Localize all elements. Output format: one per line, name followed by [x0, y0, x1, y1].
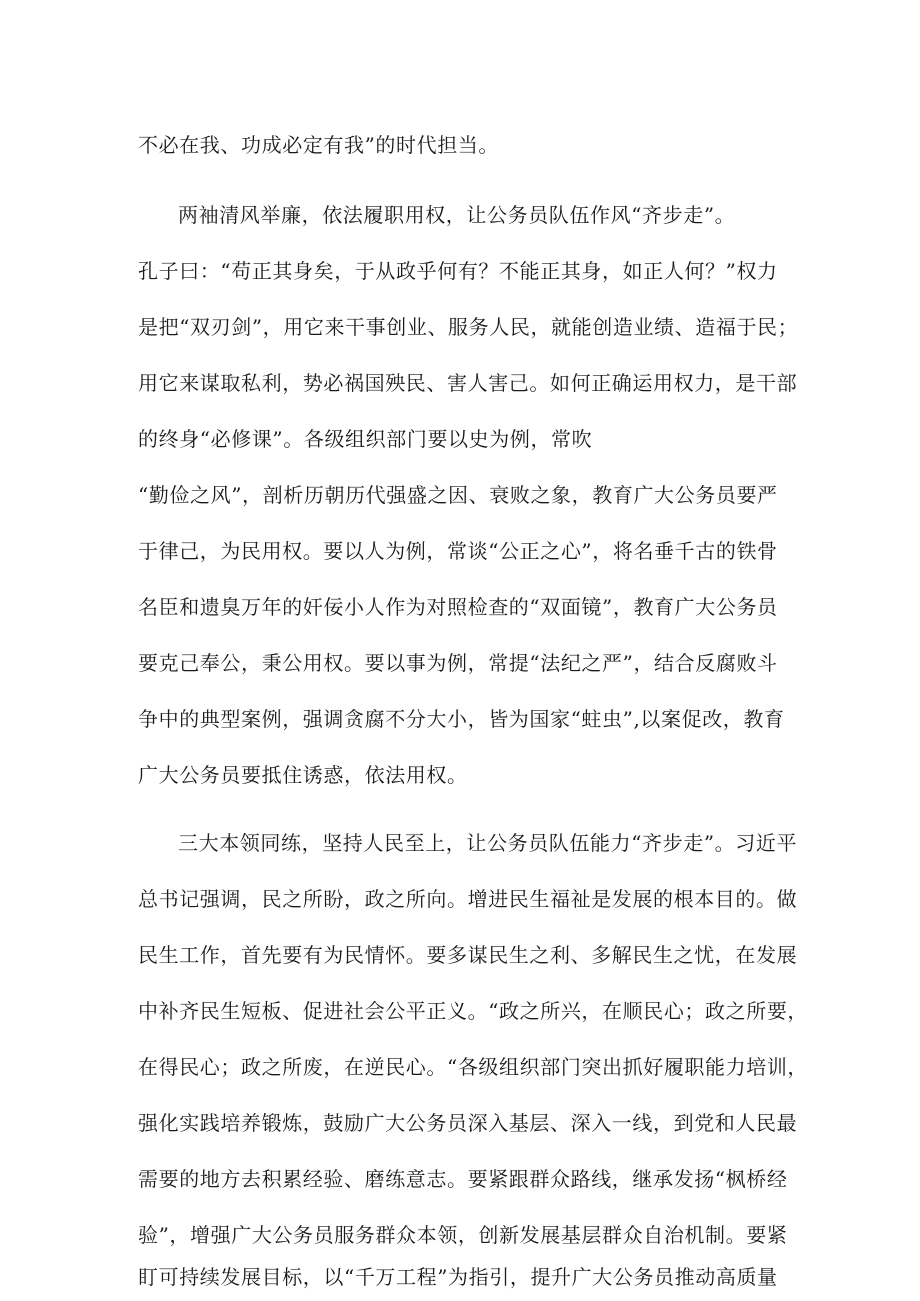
paragraph-2-line-10: 争中的典型案例，强调贪腐不分大小，皆为国家“蛀虫”,以案促改，教育 — [138, 707, 785, 731]
paragraph-2-line-4: 用它来谋取私利，势必祸国殃民、害人害己。如何正确运用权力，是干部 — [138, 371, 798, 395]
paragraph-2-line-3: 是把“双刃剑”，用它来干事创业、服务人民，就能创造业绩、造福于民； — [138, 315, 799, 339]
paragraph-3-line-4: 中补齐民生短板、促进社会公平正义。“政之所兴，在顺民心；政之所要， — [138, 999, 809, 1023]
paragraph-2-line-5: 的终身“必修课”。各级组织部门要以史为例，常吹 — [138, 427, 593, 451]
paragraph-2-line-1: 两袖清风举廉，依法履职用权，让公务员队伍作风“齐步走”。 — [178, 203, 736, 227]
paragraph-2-line-9: 要克己奉公，秉公用权。要以事为例，常提“法纪之严”，结合反腐败斗 — [138, 651, 778, 675]
paragraph-2-line-2: 孔子曰：“苟正其身矣，于从政乎何有？不能正其身，如正人何？”权力 — [138, 259, 778, 283]
paragraph-1-line-1: 不必在我、功成必定有我”的时代担当。 — [138, 133, 500, 157]
paragraph-3-line-3: 民生工作，首先要有为民情怀。要多谋民生之利、多解民生之忧，在发展 — [138, 943, 798, 967]
paragraph-2-line-7: 于律己，为民用权。要以人为例，常谈“公正之心”，将名垂千古的铁骨 — [138, 539, 778, 563]
paragraph-3-line-2: 总书记强调，民之所盼，政之所向。增进民生福祉是发展的根本目的。做 — [138, 887, 798, 911]
paragraph-2-line-8: 名臣和遗臭万年的奸佞小人作为对照检查的“双面镜”，教育广大公务员 — [138, 595, 778, 619]
paragraph-2-line-6: “勤俭之风”，剖析历朝历代强盛之因、衰败之象，教育广大公务员要严 — [138, 483, 778, 507]
paragraph-3-line-9: 盯可持续发展目标，以“千万工程”为指引，提升广大公务员推动高质量 — [138, 1265, 778, 1289]
paragraph-3-line-1: 三大本领同练，坚持人民至上，让公务员队伍能力“齐步走”。习近平 — [178, 831, 798, 855]
paragraph-3-line-8: 验”，增强广大公务员服务群众本领，创新发展基层群众自治机制。要紧 — [138, 1223, 788, 1247]
paragraph-3-line-6: 强化实践培养锻炼，鼓励广大公务员深入基层、深入一线，到党和人民最 — [138, 1111, 798, 1135]
paragraph-3-line-5: 在得民心；政之所废，在逆民心。“各级组织部门突出抓好履职能力培训， — [138, 1055, 809, 1079]
paragraph-2-line-11: 广大公务员要抵住诱惑，依法用权。 — [138, 763, 468, 787]
paragraph-3-line-7: 需要的地方去积累经验、磨练意志。要紧跟群众路线，继承发扬“枫桥经 — [138, 1167, 788, 1191]
